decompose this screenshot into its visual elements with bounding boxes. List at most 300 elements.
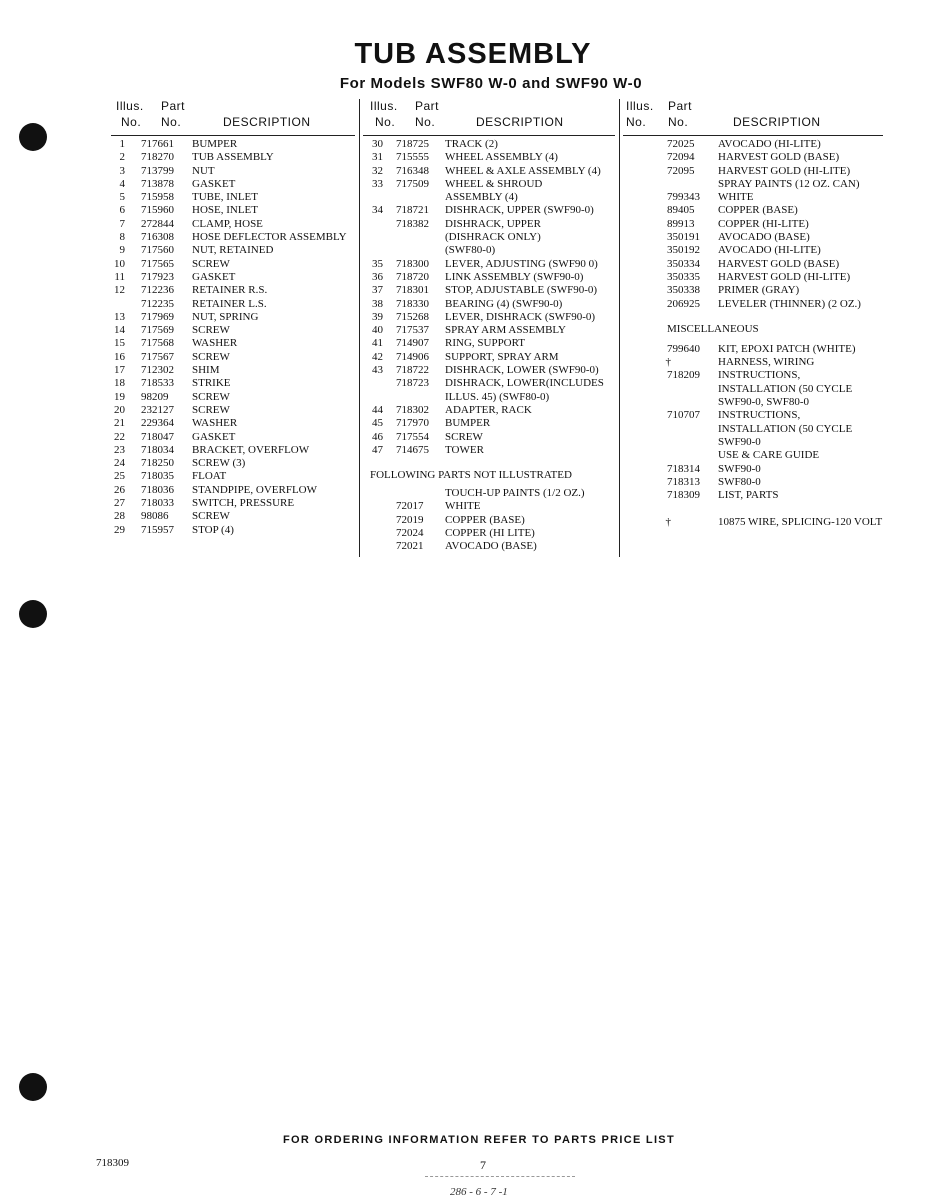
table-row bbox=[623, 151, 883, 164]
part-description: STOP (4) bbox=[192, 523, 234, 536]
part-description: STANDPIPE, OVERFLOW bbox=[192, 483, 318, 496]
part-number: 718036 bbox=[141, 483, 174, 496]
part-number: 718721 bbox=[396, 204, 429, 217]
illus-number: 45 bbox=[372, 417, 383, 430]
illus-number: 44 bbox=[372, 403, 383, 416]
part-description: SUPPORT, SPRAY ARM bbox=[445, 350, 559, 363]
table-row bbox=[363, 258, 615, 271]
illus-number: 6 bbox=[119, 204, 125, 217]
part-number: 712302 bbox=[141, 364, 174, 377]
part-description: BUMPER bbox=[445, 417, 491, 430]
table-row bbox=[363, 431, 615, 444]
part-number: 714906 bbox=[396, 350, 429, 363]
part-description: GASKET bbox=[192, 177, 236, 190]
part-description: INSTALLATION (50 CYCLE bbox=[718, 422, 853, 435]
part-number: 715960 bbox=[141, 204, 174, 217]
table-row bbox=[363, 351, 615, 364]
column-divider bbox=[619, 99, 620, 557]
part-number: 350338 bbox=[667, 284, 700, 297]
part-number: 718300 bbox=[396, 257, 429, 270]
illus-number: 28 bbox=[114, 510, 125, 523]
part-number: 72021 bbox=[396, 540, 424, 553]
part-description: NUT bbox=[192, 164, 215, 177]
part-description: AVOCADO (HI-LITE) bbox=[718, 244, 821, 257]
table-row bbox=[111, 271, 355, 284]
table-row bbox=[111, 258, 355, 271]
table-row bbox=[111, 244, 355, 257]
part-number: 718314 bbox=[667, 462, 700, 475]
part-description: SCREW bbox=[192, 510, 230, 523]
description-header: DESCRIPTION bbox=[476, 115, 564, 129]
table-row bbox=[623, 204, 883, 217]
part-number: 717661 bbox=[141, 138, 174, 150]
table-row bbox=[363, 377, 615, 390]
part-description: NUT, RETAINED bbox=[192, 244, 274, 257]
part-number: 72025 bbox=[667, 138, 695, 150]
table-row bbox=[111, 377, 355, 390]
part-number: 72095 bbox=[667, 164, 695, 177]
part-description: LINK ASSEMBLY (SWF90-0) bbox=[445, 270, 584, 283]
part-number: 717554 bbox=[396, 430, 429, 443]
part-number: 713799 bbox=[141, 164, 174, 177]
table-row bbox=[623, 165, 883, 178]
parts-column-3 bbox=[623, 99, 883, 529]
table-row bbox=[623, 356, 883, 369]
table-row bbox=[363, 324, 615, 337]
part-number: 718302 bbox=[396, 403, 429, 416]
binder-hole bbox=[19, 600, 47, 628]
part-description: ADAPTER, RACK bbox=[445, 403, 532, 416]
no-header: No. bbox=[121, 115, 142, 129]
column-divider bbox=[359, 99, 360, 557]
part-number: 799640 bbox=[667, 342, 700, 355]
no-header: No. bbox=[375, 115, 396, 129]
part-description: SCREW bbox=[192, 350, 230, 363]
part-description: AVOCADO (BASE) bbox=[445, 540, 537, 553]
part-number: 710707 bbox=[667, 409, 700, 422]
part-number: 718533 bbox=[141, 377, 174, 390]
table-row bbox=[623, 218, 883, 231]
part-number: 715957 bbox=[141, 523, 174, 536]
part-description: SCREW bbox=[192, 324, 230, 337]
part-number: 72094 bbox=[667, 151, 695, 164]
part-description: INSTRUCTIONS, bbox=[718, 369, 801, 382]
part-number: 799343 bbox=[667, 191, 700, 204]
part-number: 716308 bbox=[141, 231, 174, 244]
table-row bbox=[623, 449, 883, 462]
not-illustrated-note: FOLLOWING PARTS NOT ILLUSTRATED bbox=[370, 469, 572, 482]
table-row bbox=[111, 404, 355, 417]
illus-number: 40 bbox=[372, 324, 383, 337]
table-row bbox=[111, 151, 355, 164]
illus-number: 21 bbox=[114, 417, 125, 430]
table-row bbox=[363, 244, 615, 257]
part-description: WHEEL ASSEMBLY (4) bbox=[445, 151, 558, 164]
part-number: 717969 bbox=[141, 310, 174, 323]
table-row bbox=[111, 165, 355, 178]
illus-number: 29 bbox=[114, 523, 125, 536]
section-note bbox=[363, 467, 615, 483]
table-row bbox=[111, 524, 355, 537]
table-row bbox=[623, 489, 883, 502]
part-number: 713878 bbox=[141, 177, 174, 190]
part-description: COPPER (HI LITE) bbox=[445, 527, 535, 540]
illus-number: 1 bbox=[119, 138, 125, 150]
illus-number: 34 bbox=[372, 204, 383, 217]
part-description: DISHRACK, LOWER(INCLUDES bbox=[445, 377, 604, 390]
illus-number: 18 bbox=[114, 377, 125, 390]
parts-list bbox=[363, 487, 615, 553]
table-row bbox=[623, 463, 883, 476]
table-row bbox=[111, 191, 355, 204]
part-number: 718033 bbox=[141, 497, 174, 510]
part-description: SPRAY ARM ASSEMBLY bbox=[445, 324, 566, 337]
part-description: HARVEST GOLD (HI-LITE) bbox=[718, 164, 851, 177]
table-row bbox=[111, 510, 355, 523]
table-row bbox=[363, 151, 615, 164]
no-header: No. bbox=[415, 115, 436, 129]
parts-column-2 bbox=[363, 99, 615, 554]
illus-number: 4 bbox=[119, 177, 125, 190]
part-description: LEVER, DISHRACK (SWF90-0) bbox=[445, 310, 596, 323]
ordering-footer: FOR ORDERING INFORMATION REFER TO PARTS PRICE LIST bbox=[283, 1134, 675, 1146]
part-description: TUBE, INLET bbox=[192, 191, 258, 204]
illus-header: Illus. bbox=[116, 99, 144, 113]
part-description: DISHRACK, UPPER (SWF90-0) bbox=[445, 204, 594, 217]
table-row bbox=[623, 191, 883, 204]
part-number: 717537 bbox=[396, 324, 429, 337]
part-description: STOP, ADJUSTABLE (SWF90-0) bbox=[445, 284, 598, 297]
part-description: SHIM bbox=[192, 364, 220, 377]
table-row bbox=[111, 470, 355, 483]
part-number: 712236 bbox=[141, 284, 174, 297]
table-row bbox=[363, 487, 615, 500]
column-header bbox=[111, 99, 355, 136]
part-description: SPRAY PAINTS (12 OZ. CAN) bbox=[718, 177, 860, 190]
part-number: 718725 bbox=[396, 138, 429, 150]
illus-number: 7 bbox=[119, 217, 125, 230]
part-description: RING, SUPPORT bbox=[445, 337, 526, 350]
part-description: (SWF80-0) bbox=[445, 244, 496, 257]
parts-column-1 bbox=[111, 99, 355, 537]
part-description: WASHER bbox=[192, 337, 238, 350]
part-description: WHITE bbox=[445, 500, 481, 513]
table-row bbox=[623, 284, 883, 297]
table-row bbox=[111, 218, 355, 231]
table-row bbox=[363, 138, 615, 151]
table-row bbox=[363, 178, 615, 191]
part-description: SWF90-0 bbox=[718, 435, 761, 448]
part-description: WHEEL & SHROUD bbox=[445, 177, 543, 190]
illus-number: 37 bbox=[372, 284, 383, 297]
part-description: STRIKE bbox=[192, 377, 231, 390]
table-row bbox=[363, 337, 615, 350]
part-description: LEVER, ADJUSTING (SWF90 0) bbox=[445, 257, 598, 270]
illus-number: 2 bbox=[119, 151, 125, 164]
part-description: HARVEST GOLD (BASE) bbox=[718, 257, 840, 270]
table-row bbox=[363, 311, 615, 324]
part-description: WHITE bbox=[718, 191, 754, 204]
table-row bbox=[623, 476, 883, 489]
table-row bbox=[623, 258, 883, 271]
part-description: RETAINER L.S. bbox=[192, 297, 267, 310]
table-row bbox=[623, 343, 883, 356]
table-row bbox=[363, 284, 615, 297]
illus-number: 26 bbox=[114, 483, 125, 496]
table-row bbox=[111, 138, 355, 151]
part-description: TOUCH-UP PAINTS (1/2 OZ.) bbox=[445, 487, 585, 500]
table-row bbox=[111, 444, 355, 457]
part-description: GASKET bbox=[192, 270, 236, 283]
illus-number: 19 bbox=[114, 390, 125, 403]
part-description: INSTRUCTIONS, bbox=[718, 409, 801, 422]
part-description: NUT, SPRING bbox=[192, 310, 259, 323]
description-header: DESCRIPTION bbox=[223, 115, 311, 129]
part-number: 712235 bbox=[141, 297, 174, 310]
part-number: 350191 bbox=[667, 231, 700, 244]
part-number: 718209 bbox=[667, 369, 700, 382]
part-description: INSTALLATION (50 CYCLE bbox=[718, 382, 853, 395]
illus-number: 5 bbox=[119, 191, 125, 204]
parts-list bbox=[111, 138, 355, 537]
table-row bbox=[111, 391, 355, 404]
part-description: KIT, EPOXI PATCH (WHITE) bbox=[718, 342, 856, 355]
illus-number: 32 bbox=[372, 164, 383, 177]
part-number: 229364 bbox=[141, 417, 174, 430]
table-row bbox=[111, 324, 355, 337]
part-description: TRACK (2) bbox=[445, 138, 498, 150]
part-description: SWITCH, PRESSURE bbox=[192, 497, 295, 510]
part-description: 10875 WIRE, SPLICING-120 VOLT bbox=[718, 515, 883, 528]
illus-header: Illus. bbox=[626, 99, 654, 113]
part-description: SCREW bbox=[192, 403, 230, 416]
page-number: 7 bbox=[480, 1158, 486, 1172]
table-row bbox=[623, 369, 883, 382]
table-row bbox=[363, 231, 615, 244]
part-description: TUB ASSEMBLY bbox=[192, 151, 274, 164]
illus-number: 14 bbox=[114, 324, 125, 337]
table-row bbox=[111, 497, 355, 510]
column-header bbox=[623, 99, 883, 136]
part-number: 717569 bbox=[141, 324, 174, 337]
part-header: Part bbox=[161, 99, 186, 113]
no-header: No. bbox=[626, 115, 647, 129]
part-number: 232127 bbox=[141, 403, 174, 416]
table-row bbox=[623, 231, 883, 244]
table-row bbox=[623, 271, 883, 284]
table-row bbox=[363, 540, 615, 553]
part-number: 72017 bbox=[396, 500, 424, 513]
illus-header: Illus. bbox=[370, 99, 398, 113]
illus-number: 3 bbox=[119, 164, 125, 177]
illus-number: 16 bbox=[114, 350, 125, 363]
part-number: 717509 bbox=[396, 177, 429, 190]
part-description: DISHRACK, UPPER bbox=[445, 217, 541, 230]
part-number: 717567 bbox=[141, 350, 174, 363]
illus-number: 38 bbox=[372, 297, 383, 310]
table-row bbox=[623, 409, 883, 422]
column-header bbox=[363, 99, 615, 136]
part-description: ASSEMBLY (4) bbox=[445, 191, 518, 204]
illus-number: 36 bbox=[372, 270, 383, 283]
table-row bbox=[111, 231, 355, 244]
part-description: WASHER bbox=[192, 417, 238, 430]
table-row bbox=[363, 391, 615, 404]
part-number: 98209 bbox=[141, 390, 169, 403]
table-row bbox=[363, 404, 615, 417]
part-description: USE & CARE GUIDE bbox=[718, 449, 820, 462]
part-description: BUMPER bbox=[192, 138, 238, 150]
binder-hole bbox=[19, 123, 47, 151]
part-description: AVOCADO (BASE) bbox=[718, 231, 810, 244]
table-row bbox=[363, 218, 615, 231]
part-description: WHEEL & AXLE ASSEMBLY (4) bbox=[445, 164, 601, 177]
part-number: 718270 bbox=[141, 151, 174, 164]
table-row bbox=[111, 431, 355, 444]
table-row bbox=[363, 364, 615, 377]
table-row bbox=[623, 502, 883, 515]
page-subtitle: For Models SWF80 W-0 and SWF90 W-0 bbox=[339, 75, 643, 92]
table-row bbox=[363, 165, 615, 178]
table-row bbox=[111, 204, 355, 217]
table-row bbox=[623, 423, 883, 436]
section-title bbox=[623, 321, 883, 341]
part-number: 714907 bbox=[396, 337, 429, 350]
part-description: BRACKET, OVERFLOW bbox=[192, 443, 310, 456]
table-row bbox=[363, 514, 615, 527]
part-number: 89913 bbox=[667, 217, 695, 230]
part-number: 716348 bbox=[396, 164, 429, 177]
table-row bbox=[363, 298, 615, 311]
table-row bbox=[363, 417, 615, 430]
illus-number: 24 bbox=[114, 457, 125, 470]
part-number: 715268 bbox=[396, 310, 429, 323]
part-description: HARNESS, WIRING bbox=[718, 356, 815, 369]
illus-number: 23 bbox=[114, 443, 125, 456]
table-row bbox=[111, 178, 355, 191]
part-description: DISHRACK, LOWER (SWF90-0) bbox=[445, 364, 599, 377]
part-number: 717923 bbox=[141, 270, 174, 283]
illus-number: 17 bbox=[114, 364, 125, 377]
part-number: 718382 bbox=[396, 217, 429, 230]
part-number: 718250 bbox=[141, 457, 174, 470]
part-description: RETAINER R.S. bbox=[192, 284, 268, 297]
part-number: 718034 bbox=[141, 443, 174, 456]
part-description: ILLUS. 45) (SWF80-0) bbox=[445, 390, 550, 403]
part-description: (DISHRACK ONLY) bbox=[445, 231, 541, 244]
illus-number: 46 bbox=[372, 430, 383, 443]
part-number: 350192 bbox=[667, 244, 700, 257]
table-row bbox=[363, 271, 615, 284]
part-header: Part bbox=[415, 99, 440, 113]
part-description: LEVELER (THINNER) (2 OZ.) bbox=[718, 297, 861, 310]
illus-number: 33 bbox=[372, 177, 383, 190]
table-row bbox=[111, 298, 355, 311]
illus-number: 12 bbox=[114, 284, 125, 297]
table-row bbox=[111, 417, 355, 430]
part-description: COPPER (HI-LITE) bbox=[718, 217, 809, 230]
part-number: 718723 bbox=[396, 377, 429, 390]
illus-number: 22 bbox=[114, 430, 125, 443]
illus-number: 47 bbox=[372, 443, 383, 456]
miscellaneous-title: MISCELLANEOUS bbox=[667, 322, 759, 335]
part-number: 206925 bbox=[667, 297, 700, 310]
part-description: GASKET bbox=[192, 430, 236, 443]
illus-number: 20 bbox=[114, 403, 125, 416]
part-description: LIST, PARTS bbox=[718, 489, 779, 502]
table-row bbox=[623, 436, 883, 449]
illus-number: 13 bbox=[114, 310, 125, 323]
table-row bbox=[623, 383, 883, 396]
part-number: 72024 bbox=[396, 527, 424, 540]
part-number: 717565 bbox=[141, 257, 174, 270]
part-number: 718047 bbox=[141, 430, 174, 443]
part-number: 350335 bbox=[667, 270, 700, 283]
part-number: 714675 bbox=[396, 443, 429, 456]
part-description: SWF90-0 bbox=[718, 462, 761, 475]
part-description: FLOAT bbox=[192, 470, 227, 483]
table-row bbox=[111, 284, 355, 297]
part-description: SWF90-0, SWF80-0 bbox=[718, 396, 810, 409]
illus-number: 27 bbox=[114, 497, 125, 510]
part-number: 350334 bbox=[667, 257, 700, 270]
illus-number: 43 bbox=[372, 364, 383, 377]
parts-list bbox=[623, 138, 883, 311]
page-title: TUB ASSEMBLY bbox=[354, 38, 592, 70]
illus-number: 15 bbox=[114, 337, 125, 350]
parts-list bbox=[623, 343, 883, 529]
part-number: 98086 bbox=[141, 510, 169, 523]
part-description: SWF80-0 bbox=[718, 475, 761, 488]
illus-number: † bbox=[665, 515, 671, 528]
part-number: 717568 bbox=[141, 337, 174, 350]
illus-number: 9 bbox=[119, 244, 125, 257]
table-row bbox=[623, 138, 883, 151]
illus-number: 25 bbox=[114, 470, 125, 483]
illus-number: 35 bbox=[372, 257, 383, 270]
part-number: 72019 bbox=[396, 513, 424, 526]
part-number: 718330 bbox=[396, 297, 429, 310]
table-row bbox=[363, 191, 615, 204]
part-number: 717560 bbox=[141, 244, 174, 257]
part-description: TOWER bbox=[445, 443, 484, 456]
parts-list bbox=[363, 138, 615, 457]
part-description: AVOCADO (HI-LITE) bbox=[718, 138, 821, 150]
part-description: SCREW bbox=[445, 430, 483, 443]
part-description: HOSE, INLET bbox=[192, 204, 258, 217]
description-header: DESCRIPTION bbox=[733, 115, 821, 129]
part-number: 718720 bbox=[396, 270, 429, 283]
document-number: 718309 bbox=[96, 1157, 129, 1169]
table-row bbox=[623, 396, 883, 409]
table-row bbox=[623, 298, 883, 311]
part-description: BEARING (4) (SWF90-0) bbox=[445, 297, 563, 310]
part-number: 718309 bbox=[667, 489, 700, 502]
part-number: 715555 bbox=[396, 151, 429, 164]
divider bbox=[425, 1176, 575, 1177]
part-number: 715958 bbox=[141, 191, 174, 204]
part-number: 718313 bbox=[667, 475, 700, 488]
binder-hole bbox=[19, 1073, 47, 1101]
table-row bbox=[111, 337, 355, 350]
part-number: 272844 bbox=[141, 217, 174, 230]
illus-number: 30 bbox=[372, 138, 383, 150]
table-row bbox=[111, 311, 355, 324]
illus-number: 41 bbox=[372, 337, 383, 350]
part-description: HOSE DEFLECTOR ASSEMBLY bbox=[192, 231, 347, 244]
illus-number: 39 bbox=[372, 310, 383, 323]
table-row bbox=[111, 351, 355, 364]
